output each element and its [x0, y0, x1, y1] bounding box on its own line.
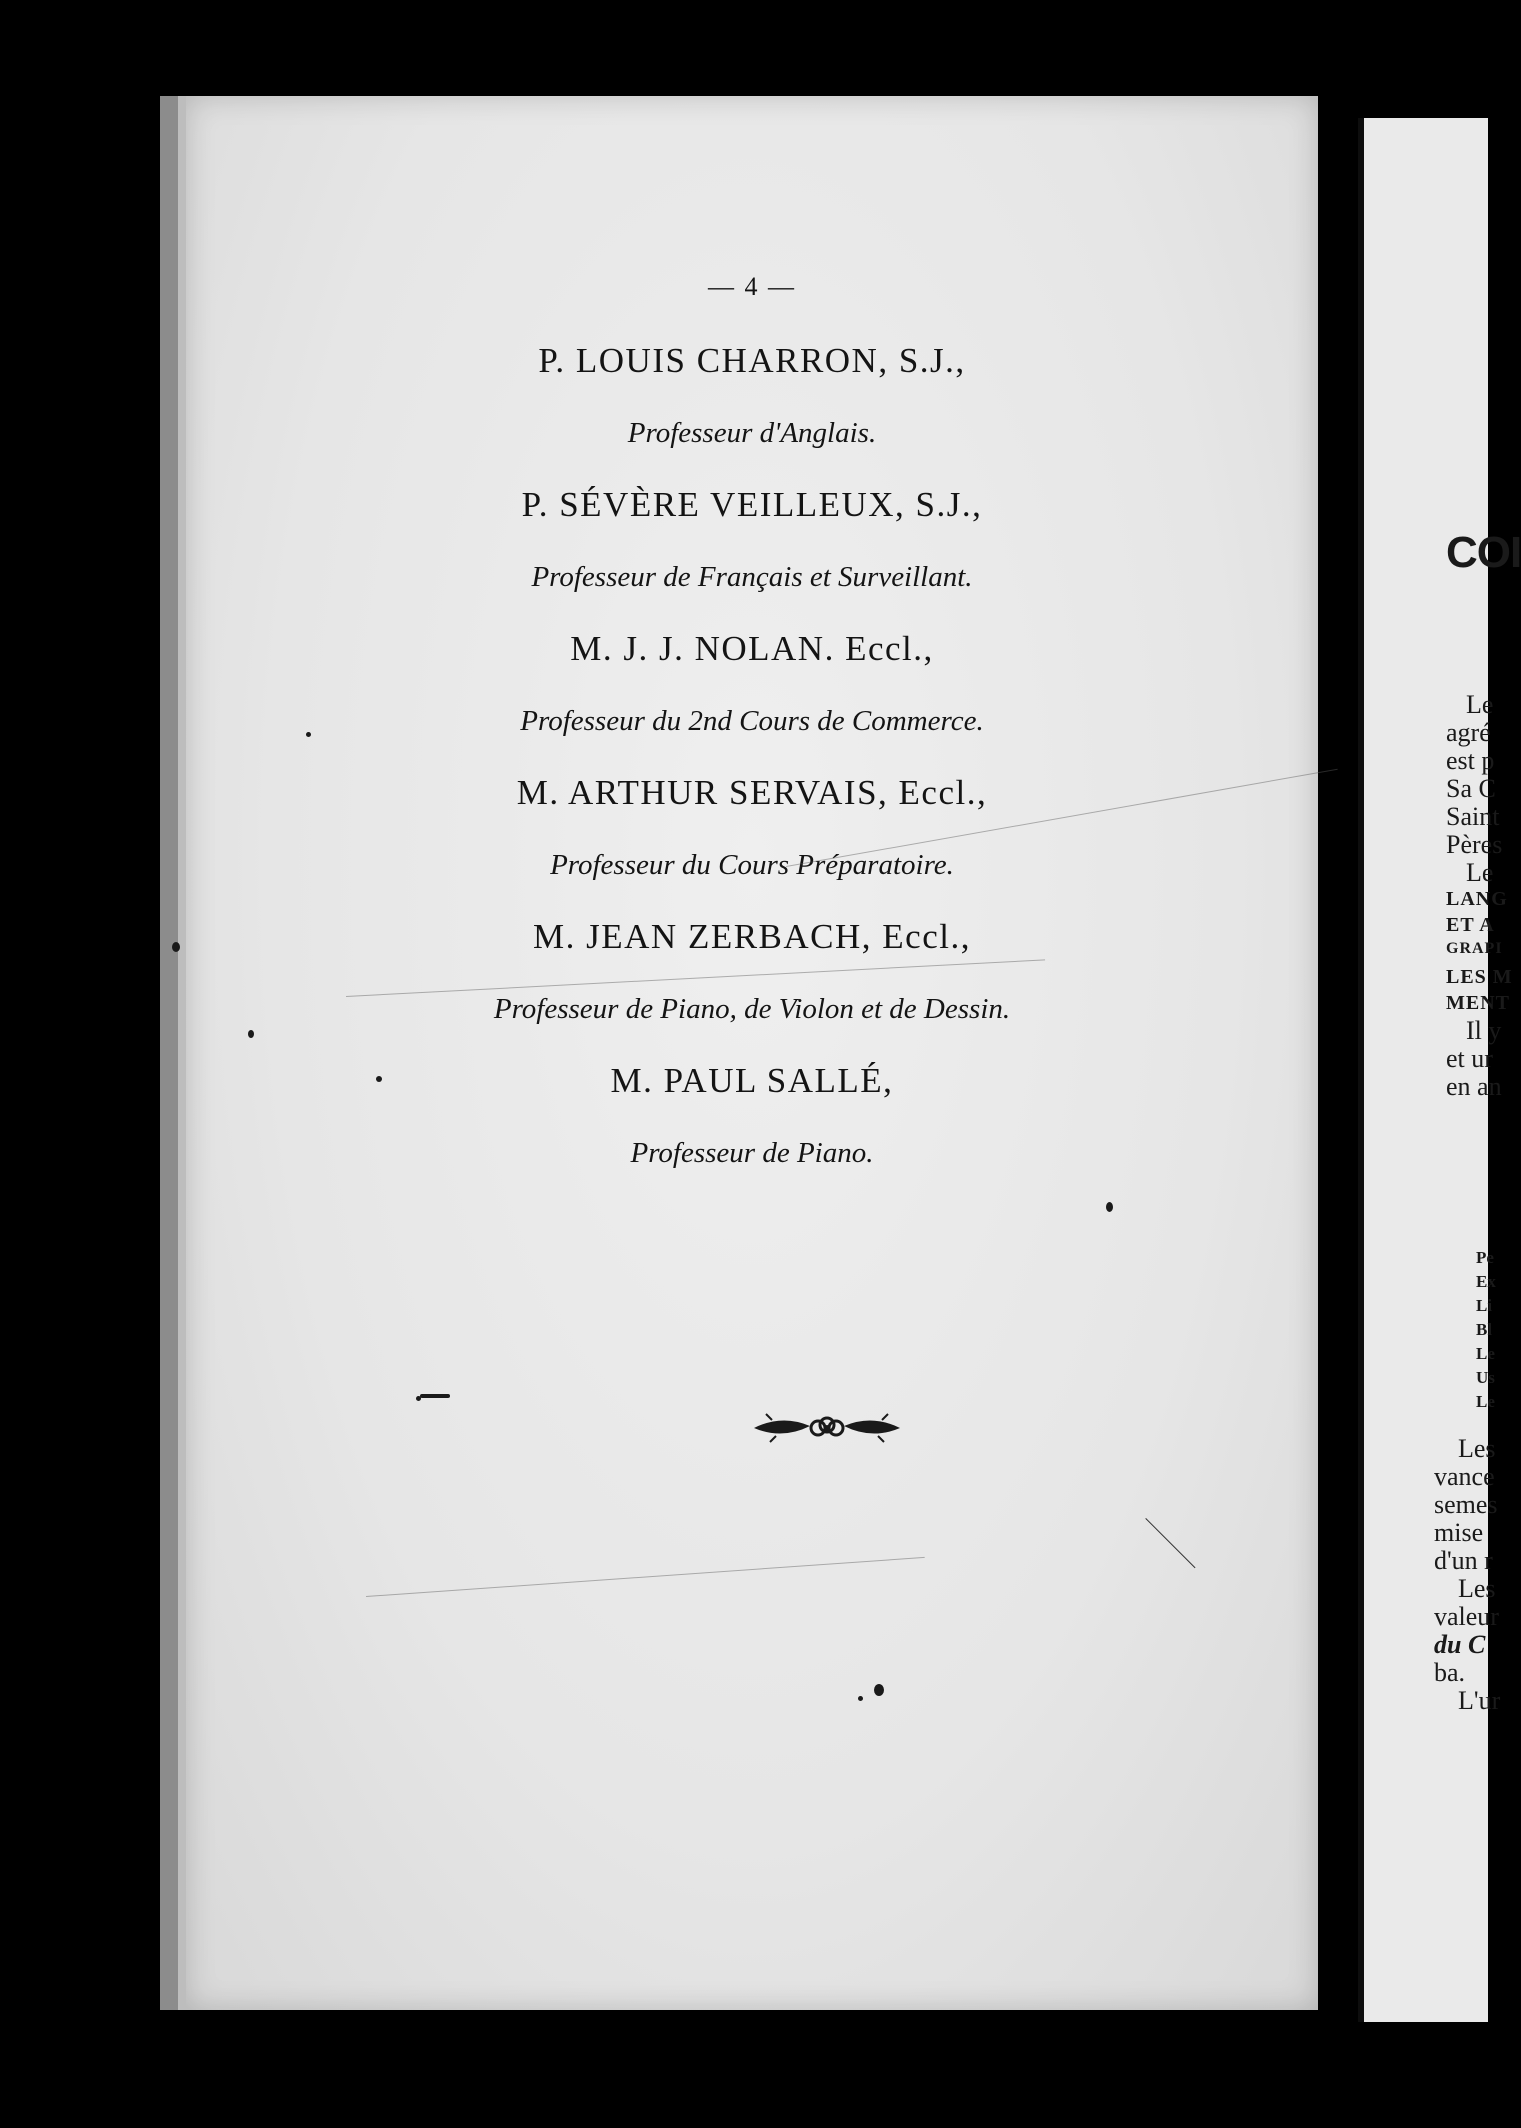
staff-entry: [186, 758, 1318, 902]
right-list-item: Us: [1476, 1368, 1495, 1387]
right-text-line: L'ur: [1458, 1686, 1501, 1715]
right-text-line: d'un r: [1434, 1546, 1493, 1575]
floral-ornament-icon: [752, 1410, 902, 1446]
right-text-line: en an: [1446, 1072, 1502, 1101]
staff-role: Professeur d'Anglais.: [627, 417, 877, 449]
scratch-line: [366, 1557, 925, 1597]
dust-speck: [306, 732, 311, 737]
right-text-line: valeur: [1434, 1602, 1499, 1631]
page-number: — 4 —: [708, 272, 796, 301]
spine-shadow: [160, 96, 178, 2010]
right-text-line: Le: [1466, 690, 1494, 719]
right-page-fragment: [1358, 118, 1521, 2022]
staff-entry: [186, 470, 1318, 614]
staff-name: M. PAUL SALLÉ,: [610, 1061, 894, 1100]
right-list-item: Li: [1476, 1296, 1493, 1315]
staff-entry: [186, 326, 1318, 470]
right-text-line: agré: [1446, 718, 1491, 747]
scratch-line: [1145, 1518, 1195, 1568]
staff-name: M. ARTHUR SERVAIS, Eccl.,: [516, 773, 988, 812]
right-text-line: et ur: [1446, 1044, 1493, 1073]
right-text-line: LANG: [1446, 888, 1508, 910]
right-text-line: Il y: [1466, 1016, 1502, 1045]
right-text-line: mise: [1434, 1518, 1484, 1547]
staff-role: Professeur de Piano.: [630, 1137, 874, 1169]
right-text-line: semes: [1434, 1490, 1498, 1519]
staff-role: Professeur de Piano, de Violon et de Dessin.: [493, 993, 1011, 1025]
right-text-line: GRAPI: [1446, 940, 1503, 957]
left-page: [176, 96, 1318, 2010]
staff-name: M. JEAN ZERBACH, Eccl.,: [533, 917, 971, 956]
right-text-line: Les: [1458, 1434, 1496, 1463]
right-text-line: LES M: [1446, 966, 1513, 988]
dust-speck: [420, 1394, 450, 1398]
right-list-item: Bl: [1476, 1320, 1493, 1339]
right-text-line: Sa C: [1446, 774, 1496, 803]
staff-role: Professeur du Cours Préparatoire.: [550, 849, 954, 881]
right-text-line: Les: [1458, 1574, 1496, 1603]
staff-name: P. SÉVÈRE VEILLEUX, S.J.,: [521, 485, 983, 524]
staff-entry: [186, 1046, 1318, 1190]
right-heading: COI: [1446, 528, 1521, 577]
right-text-line: ba.: [1434, 1658, 1466, 1687]
staff-name: M. J. J. NOLAN. Eccl.,: [570, 629, 934, 668]
dust-speck: [248, 1030, 254, 1038]
right-text-line: vance: [1434, 1462, 1495, 1491]
staff-name: P. LOUIS CHARRON, S.J.,: [538, 341, 966, 380]
dust-speck: [172, 942, 180, 952]
dust-speck: [858, 1696, 863, 1701]
right-text-line: Le: [1466, 858, 1494, 887]
dust-speck: [874, 1684, 884, 1696]
staff-list: [186, 326, 1318, 1190]
right-text-line: est p: [1446, 746, 1495, 775]
right-list-item: Le: [1476, 1392, 1495, 1411]
right-text-line: MENT: [1446, 992, 1510, 1014]
right-text-line: ET A: [1446, 914, 1495, 936]
dust-speck: [376, 1076, 382, 1082]
right-list-item: Ex: [1476, 1272, 1496, 1291]
staff-entry: [186, 614, 1318, 758]
staff-role: Professeur du 2nd Cours de Commerce.: [520, 705, 984, 737]
right-text-line: Saint: [1446, 802, 1500, 831]
staff-role: Professeur de Français et Surveillant.: [531, 561, 973, 593]
right-text-line: Pères: [1446, 830, 1503, 859]
right-list-item: Le: [1476, 1344, 1495, 1363]
dust-speck: [1106, 1202, 1113, 1212]
right-text-line: du C: [1434, 1630, 1486, 1659]
right-list-item: Pe: [1476, 1248, 1494, 1267]
